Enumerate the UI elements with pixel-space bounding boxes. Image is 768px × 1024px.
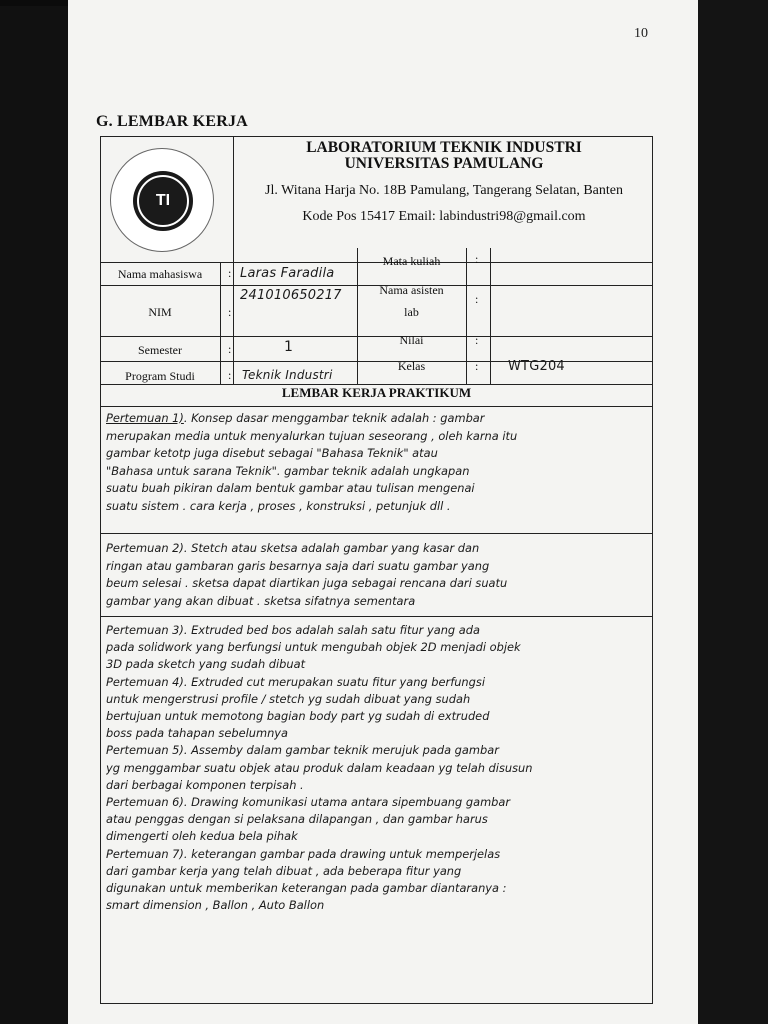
- value-semester: 1: [284, 339, 294, 355]
- label-nilai: Nilai: [399, 333, 424, 347]
- entry-line: gambar yang akan dibuat . sketsa sifatnya sementara: [106, 593, 416, 608]
- entry-pertemuan-2: [106, 540, 651, 610]
- entry-line: "Bahasa untuk sarana Teknik". gambar teknik adalah ungkapan: [106, 463, 470, 478]
- colon: :: [475, 252, 479, 266]
- entry-line: . Konsep dasar menggambar teknik adalah : gambar: [183, 411, 485, 425]
- entry-line: dari gambar kerja yang telah dibuat , ada beberapa fitur yang: [106, 863, 462, 878]
- value-nama-mahasiswa: Laras Faradila: [240, 266, 335, 281]
- address: Jl. Witana Harja No. 18B Pamulang, Tangerang Selatan, Banten: [265, 183, 623, 198]
- label-nama-asisten: Nama asisten: [379, 283, 444, 297]
- entry-line: boss pada tahapan sebelumnya: [106, 726, 289, 741]
- label-semester: Semester: [138, 343, 182, 357]
- colon: :: [475, 359, 479, 373]
- col-divider: [220, 262, 221, 385]
- colon: :: [228, 266, 232, 280]
- entry-pertemuan-1: [106, 410, 651, 515]
- entry-line: 3D pada sketch yang sudah dibuat: [106, 657, 306, 672]
- col-divider: [490, 248, 491, 385]
- value-nim: 241010650217: [240, 288, 342, 303]
- label-mata-kuliah: Mata kuliah: [382, 254, 441, 268]
- university-name: UNIVERSITAS PAMULANG: [344, 155, 544, 172]
- label-kelas: Kelas: [397, 359, 426, 373]
- praktikum-divider: [100, 406, 653, 407]
- section-title: G. LEMBAR KERJA: [96, 113, 248, 130]
- entry-line: dimengerti oleh kedua bela pihak: [106, 829, 298, 844]
- page-number: 10: [634, 26, 648, 41]
- entry-divider: [100, 533, 653, 534]
- colon: :: [228, 305, 232, 319]
- scan-right-edge: [698, 0, 768, 1024]
- colon: :: [475, 333, 479, 347]
- entry-heading: Pertemuan 3).: [106, 623, 188, 637]
- entry-line: suatu buah pikiran dalam bentuk gambar atau tulisan mengenai: [106, 481, 475, 495]
- colon: :: [228, 368, 232, 382]
- colon: :: [228, 342, 232, 356]
- col-divider: [466, 248, 467, 385]
- entry-line: suatu sistem . cara kerja , proses , konstruksi , petunjuk dll .: [106, 498, 451, 513]
- entry-line: ringan atau gambaran garis besarnya saja dari suatu gambar yang: [106, 558, 490, 573]
- entry-heading: Pertemuan 1): [106, 411, 184, 425]
- entry-line: merupakan media untuk menyalurkan tujuan seseorang , oleh karna itu: [106, 428, 518, 443]
- value-kelas: WTG204: [508, 359, 565, 374]
- entry-divider: [100, 616, 653, 617]
- praktikum-title: LEMBAR KERJA PRAKTIKUM: [281, 385, 472, 400]
- label-nim: NIM: [148, 305, 172, 319]
- entry-line: Pertemuan 5). Assemby dalam gambar teknik merujuk pada gambar: [106, 743, 499, 758]
- entry-line: beum selesai . sketsa dapat diartikan juga sebagai rencana dari suatu: [106, 576, 508, 590]
- entry-line: atau penggas dengan si pelaksana dilapangan , dan gambar harus: [106, 812, 488, 827]
- entry-line: dari berbagai komponen terpisah .: [106, 777, 304, 792]
- logo-divider: [233, 136, 234, 385]
- entry-line: yg menggambar suatu objek atau produk dalam keadaan yg telah disusun: [106, 760, 533, 775]
- entry-line: Extruded bed bos adalah salah satu fitur yang ada: [187, 623, 480, 637]
- colon: :: [475, 292, 479, 306]
- entry-line: bertujuan untuk memotong bagian body part yg sudah di extruded: [106, 709, 490, 724]
- entry-line: Pertemuan 6). Drawing komunikasi utama antara sipembuang gambar: [106, 795, 511, 810]
- entry-line: digunakan untuk memberikan keterangan pada gambar diantaranya :: [106, 881, 507, 896]
- entry-line: pada solidwork yang berfungsi untuk mengubah objek 2D menjadi objek: [106, 640, 521, 655]
- lab-name: LABORATORIUM TEKNIK INDUSTRI: [306, 139, 582, 156]
- entry-line: Stetch atau sketsa adalah gambar yang kasar dan: [187, 541, 480, 555]
- entry-line: smart dimension , Ballon , Auto Ballon: [106, 898, 325, 913]
- label-program-studi: Program Studi: [125, 369, 195, 383]
- entry-heading: Pertemuan 2).: [106, 541, 188, 555]
- entry-pertemuan-3-7: [106, 622, 651, 914]
- contact: Kode Pos 15417 Email: labindustri98@gmail.com: [302, 209, 586, 224]
- entry-line: Pertemuan 7). keterangan gambar pada drawing untuk memperjelas: [106, 846, 501, 861]
- label-lab: lab: [404, 305, 419, 319]
- label-nama-mahasiswa: Nama mahasiswa: [117, 267, 203, 281]
- entry-line: Pertemuan 4). Extruded cut merupakan suatu fitur yang berfungsi: [106, 674, 485, 689]
- entry-line: untuk mengerstrusi profile / stetch yg sudah dibuat yang sudah: [106, 691, 471, 706]
- logo-initials: TI: [155, 192, 171, 209]
- lab-logo: [110, 148, 214, 252]
- value-program-studi: Teknik Industri: [242, 368, 333, 382]
- entry-line: gambar ketotp juga disebut sebagai "Bahasa Teknik" atau: [106, 446, 438, 460]
